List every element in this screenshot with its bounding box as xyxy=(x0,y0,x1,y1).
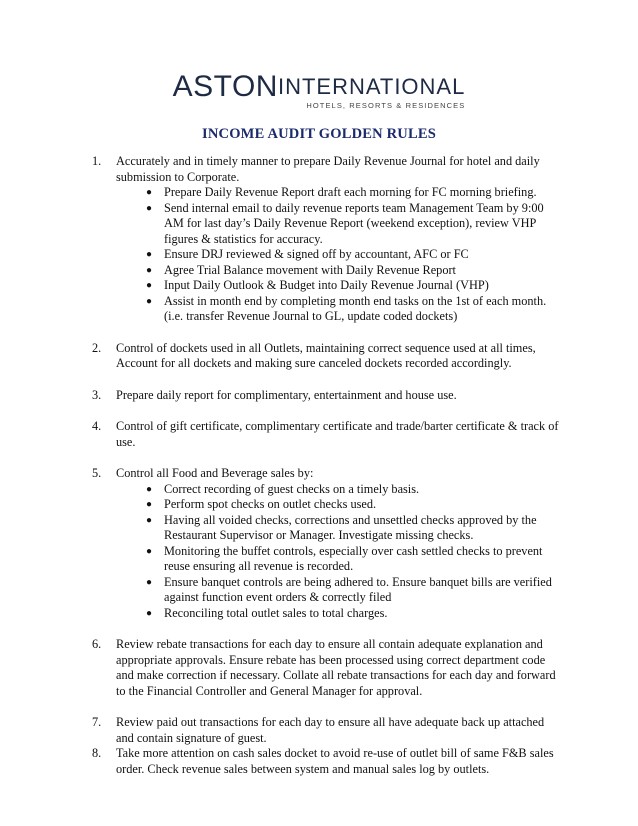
rule-item xyxy=(92,419,562,450)
rule-bullet-text: Ensure DRJ reviewed & signed off by accountant, AFC or FC xyxy=(164,247,469,261)
rule-bullet xyxy=(116,497,562,513)
rule-item xyxy=(92,388,562,404)
rule-text: Accurately and in timely manner to prepare Daily Revenue Journal for hotel and daily submission to Corporate. xyxy=(116,154,540,184)
bullet-dot-icon: ● xyxy=(146,264,153,276)
rule-number: 8. xyxy=(92,746,102,760)
rule-item xyxy=(92,746,562,777)
bullet-dot-icon: ● xyxy=(146,202,153,214)
rule-text: Control of gift certificate, complimentary certificate and trade/barter certificate & track of use. xyxy=(116,419,559,449)
rule-bullet xyxy=(116,247,562,263)
bullet-dot-icon: ● xyxy=(146,499,153,510)
bullet-dot-icon: ● xyxy=(146,187,153,198)
rule-bullet xyxy=(116,513,562,544)
rule-text: Take more attention on cash sales docket to avoid re-use of outlet bill of same F&B sales order. Check revenue sales between system and manual sales log by outlets. xyxy=(116,746,554,776)
rule-sub-list xyxy=(116,482,562,622)
bullet-dot-icon: ● xyxy=(146,483,153,495)
rule-number: 5. xyxy=(92,466,102,480)
bullet-dot-icon: ● xyxy=(146,607,153,619)
rule-bullet-text: Send internal email to daily revenue reports team Management Team by 9:00 AM for last day’s Daily Revenue Report (weekend exception), review VHP figures & statistics for accuracy. xyxy=(164,200,544,246)
rule-bullet-text: Ensure banquet controls are being adhered to. Ensure banquet bills are verified against function event orders & correctly filed xyxy=(164,574,552,604)
rule-text: Prepare daily report for complimentary, entertainment and house use. xyxy=(116,387,457,402)
bullet-dot-icon: ● xyxy=(146,249,153,260)
logo-brand-bold: ASTON xyxy=(172,70,278,103)
rule-number: 7. xyxy=(92,715,102,729)
company-logo xyxy=(0,70,638,110)
rule-item xyxy=(92,341,562,372)
rule-bullet xyxy=(116,544,562,575)
rule-bullet-text: Input Daily Outlook & Budget into Daily Revenue Journal (VHP) xyxy=(164,278,489,292)
rule-number: 3. xyxy=(92,387,102,402)
rule-number: 1. xyxy=(92,154,102,168)
bullet-dot-icon: ● xyxy=(146,295,153,307)
rule-bullet xyxy=(116,606,562,622)
bullet-dot-icon: ● xyxy=(146,280,153,291)
rule-bullet xyxy=(116,185,562,201)
logo-brand-light: INTERNATIONAL xyxy=(277,74,466,99)
rule-bullet xyxy=(116,575,562,606)
rule-text: Review rebate transactions for each day to ensure all contain adequate explanation and appropriate approvals. Ensure rebate has been processed using correct department code and make correction if necessary. Collate all rebate transactions for each day and forward to the Financial Controller and General Manager for approval. xyxy=(116,637,556,698)
rule-item xyxy=(92,637,562,699)
bullet-dot-icon: ● xyxy=(146,514,153,526)
rule-bullet-text: Perform spot checks on outlet checks used. xyxy=(164,497,377,511)
rule-text: Control all Food and Beverage sales by: xyxy=(116,466,314,480)
rule-bullet-text: Monitoring the buffet controls, especially over cash settled checks to prevent reuse ensuring all revenue is recorded. xyxy=(164,543,543,573)
rule-bullet xyxy=(116,482,562,498)
rule-text: Control of dockets used in all Outlets, maintaining correct sequence used at all times, Account for all dockets and making sure canceled dockets recorded accordingly. xyxy=(116,340,536,370)
rule-item xyxy=(92,715,562,746)
document-title: INCOME AUDIT GOLDEN RULES xyxy=(202,126,436,142)
rule-number: 6. xyxy=(92,637,102,651)
rule-item xyxy=(92,154,562,325)
rule-text: Review paid out transactions for each day to ensure all have adequate back up attached and contain signature of guest. xyxy=(116,715,545,745)
rule-bullet-text: Correct recording of guest checks on a timely basis. xyxy=(164,481,420,496)
rule-bullet-text: Having all voided checks, corrections and unsettled checks approved by the Restaurant Supervisor or Manager. Investigate missing checks. xyxy=(164,512,537,542)
rule-bullet xyxy=(116,294,562,325)
rule-bullet-text: Assist in month end by completing month end tasks on the 1st of each month. (i.e. transfer Revenue Journal to GL, update coded dockets) xyxy=(164,293,547,323)
rule-number: 2. xyxy=(92,340,102,355)
bullet-dot-icon: ● xyxy=(146,545,153,557)
rules-list xyxy=(92,154,562,793)
rule-bullet-text: Agree Trial Balance movement with Daily Revenue Report xyxy=(164,262,456,277)
rule-bullet-text: Reconciling total outlet sales to total charges. xyxy=(164,605,388,620)
rule-bullet-text: Prepare Daily Revenue Report draft each morning for FC morning briefing. xyxy=(164,185,537,199)
rule-bullet xyxy=(116,278,562,294)
logo-tagline: HOTELS, RESORTS & RESIDENCES xyxy=(306,101,466,110)
bullet-dot-icon: ● xyxy=(146,576,153,588)
rule-sub-list xyxy=(116,185,562,325)
rule-bullet xyxy=(116,201,562,248)
rule-bullet xyxy=(116,263,562,279)
rule-number: 4. xyxy=(92,419,102,433)
rule-item xyxy=(92,466,562,621)
